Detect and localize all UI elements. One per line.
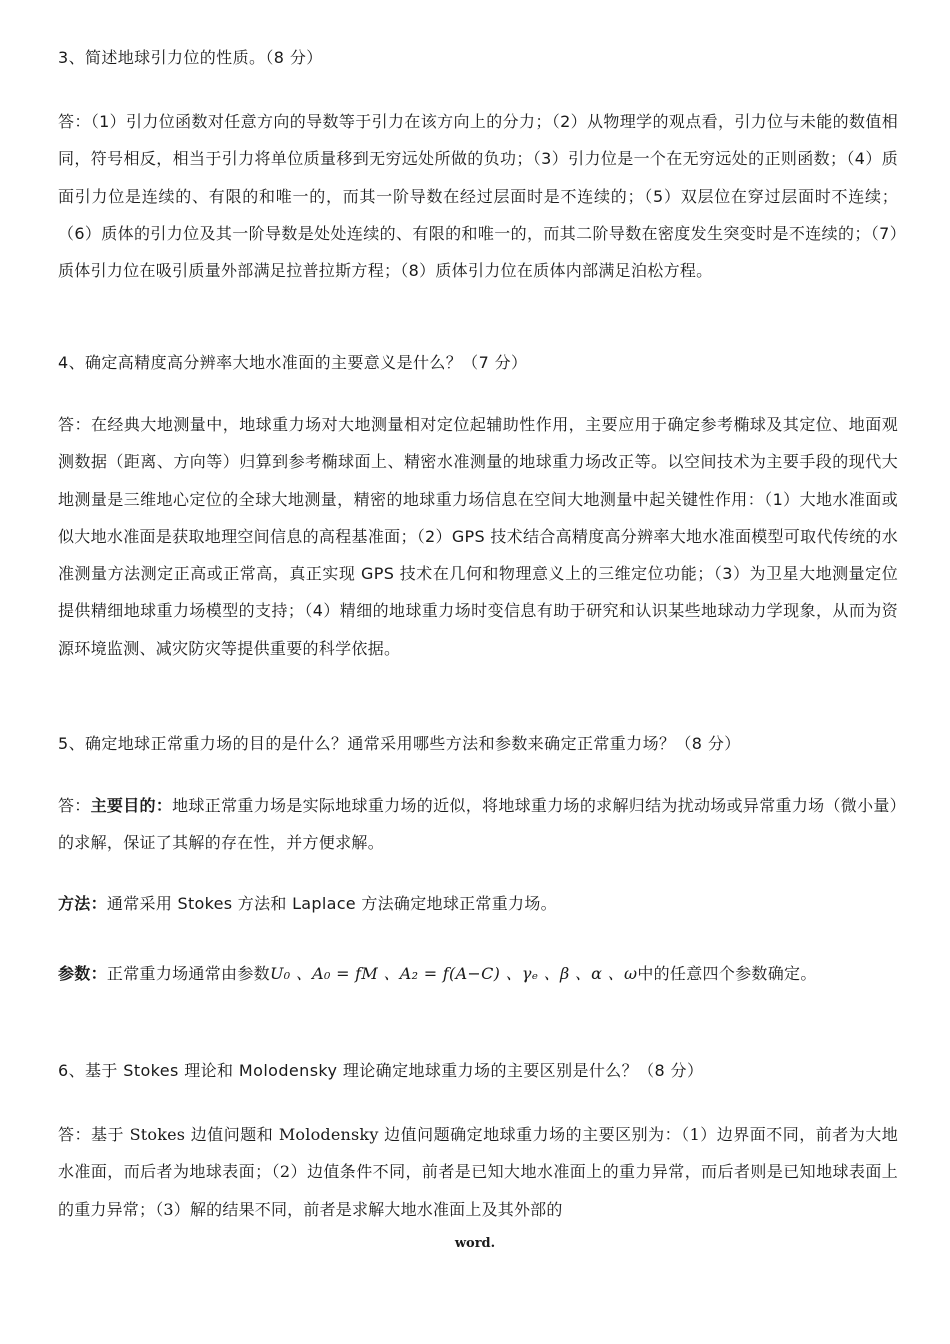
answer-3: 答：（1）引力位函数对任意方向的导数等于引力在该方向上的分力；（2）从物理学的观点看，引力位与未能的数值相同，符号相反，相当于引力将单位质量移到无穷远处所做的负功；（3）引力位是一个在无穷远处的正则函数；（4）质面引力位是连续的、有限的和唯一的，而其一阶导数在经过层面时是不连续的；（5）双层位在穿过层面时不连续；（6）质体的引力位及其一阶导数是处处连续的、有限的和唯一的，而其二阶导数在密度发生突变时是不连续的；（7）质体引力位在吸引质量外部满足拉普拉斯方程；（8）质体引力位在质体内部满足泊松方程。: [58, 112, 898, 281]
answer-5-parameters: [58, 955, 898, 992]
param-colon: ：: [90, 964, 107, 983]
question-6: 6、基于 Stokes 理论和 Molodensky 理论确定地球重力场的主要区别是什么？（8 分）: [58, 1061, 704, 1080]
method-label: 方法: [58, 894, 91, 913]
question-4: 4、确定高精度高分辨率大地水准面的主要意义是什么？（7 分）: [58, 353, 528, 372]
purpose-text: 地球正常重力场是实际地球重力场的近似，将地球重力场的求解归结为扰动场或异常重力场（微小量）的求解，保证了其解的存在性，并方便求解。: [58, 796, 898, 853]
param-text-before: 正常重力场通常由参数: [106, 964, 270, 983]
question-5: 5、确定地球正常重力场的目的是什么？通常采用哪些方法和参数来确定正常重力场？（8 分）: [58, 734, 741, 753]
method-colon: ：: [90, 894, 107, 913]
method-text: 通常采用 Stokes 方法和 Laplace 方法确定地球正常重力场。: [106, 894, 557, 913]
answer-prefix: 答：: [58, 796, 91, 815]
answer-5-purpose: [58, 787, 898, 862]
question-3: 3、简述地球引力位的性质。（8 分）: [58, 48, 323, 67]
answer-6: 答：基于 Stokes 边值问题和 Molodensky 边值问题确定地球重力场的主要区别为：（1）边界面不同，前者为大地水准面，而后者为地球表面；（2）边值条件不同，前者是已知大地水准面上的重力异常，而后者则是已知地球表面上的重力异常；（3）解的结果不同，前者是求解大地水准面上及其外部的: [58, 1125, 898, 1219]
param-label: 参数: [58, 964, 91, 983]
answer-5-method: [58, 885, 898, 922]
answer-4: 答：在经典大地测量中，地球重力场对大地测量相对定位起辅助性作用，主要应用于确定参考椭球及其定位、地面观测数据（距离、方向等）归算到参考椭球面上、精密水准测量的地球重力场改正等。以空间技术为主要手段的现代大地测量是三维地心定位的全球大地测量，精密的地球重力场信息在空间大地测量中起关键性作用：（1）大地水准面或似大地水准面是获取地理空间信息的高程基准面；（2）GPS 技术结合高精度高分辨率大地水准面模型可取代传统的水准测量方法测定正高或正常高，真正实现 GPS 技术在几何和物理意义上的三维定位功能；（3）为卫星大地测量定位提供精细地球重力场模型的支持；（4）精细的地球重力场时变信息有助于研究和认识某些地球动力学现象，从而为资源环境监测、减灾防灾等提供重要的科学依据。: [58, 415, 898, 658]
purpose-label: 主要目的: [90, 796, 156, 815]
page-footer: word.: [454, 1236, 496, 1251]
param-formula: U₀ 、A₀ = fM 、A₂ = f(A−C) 、γₑ 、β 、α 、ω: [269, 964, 638, 983]
purpose-colon: ：: [155, 796, 173, 815]
param-text-after: 中的任意四个参数确定。: [637, 964, 817, 983]
